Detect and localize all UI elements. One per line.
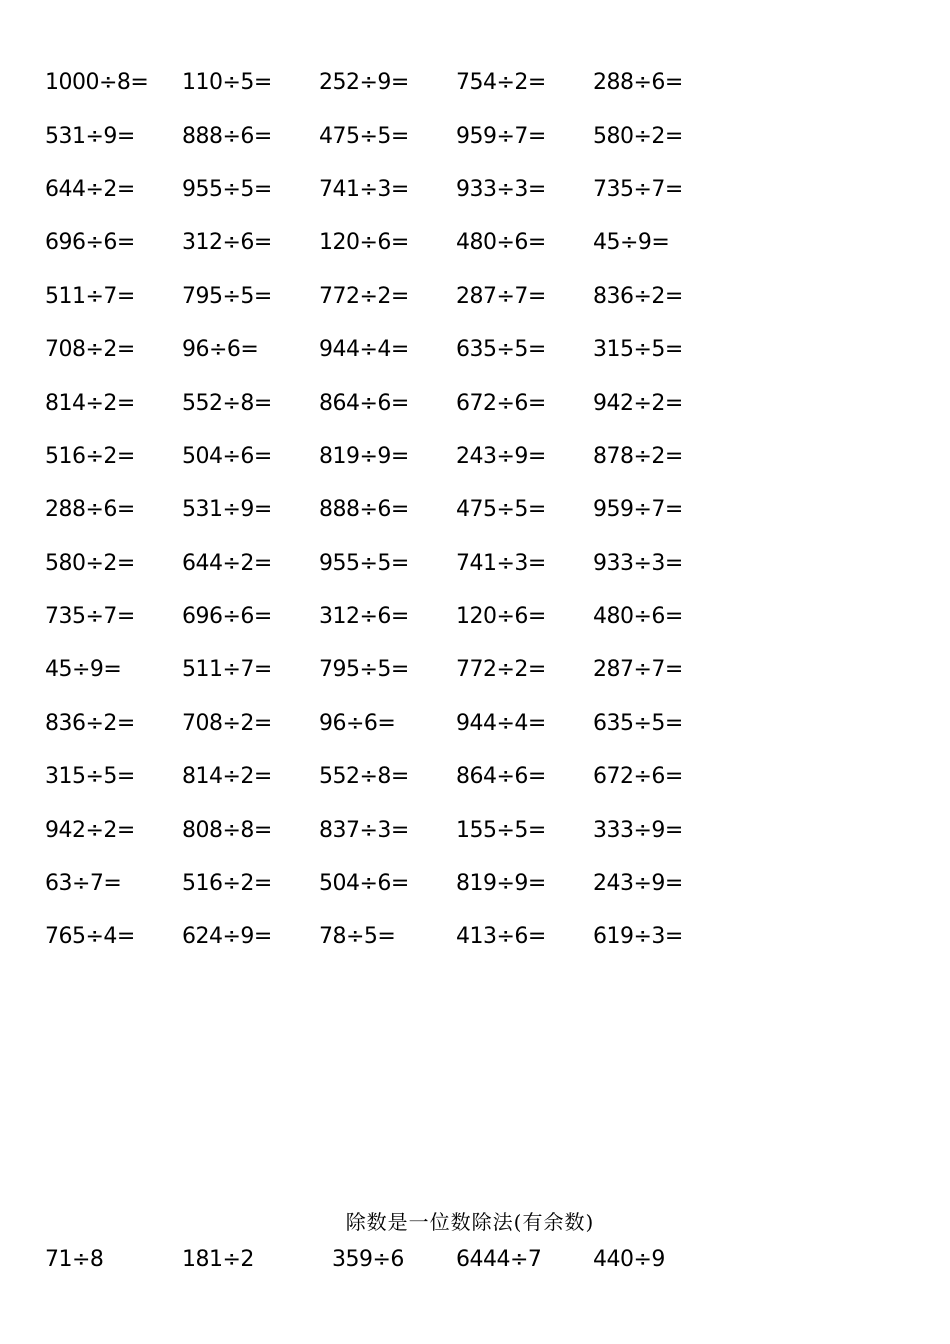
division-problem: 243÷9= <box>456 443 546 469</box>
division-problem: 795÷5= <box>182 283 272 309</box>
division-problem: 814÷2= <box>182 764 272 790</box>
division-problem: 531÷9= <box>182 497 272 523</box>
division-problem: 45÷9= <box>593 230 670 256</box>
division-problem: 312÷6= <box>319 604 409 630</box>
division-problem: 511÷7= <box>182 657 272 683</box>
division-problem: 959÷7= <box>593 497 683 523</box>
division-problem: 878÷2= <box>593 443 683 469</box>
division-problem: 475÷5= <box>319 123 409 149</box>
division-problem: 252÷9= <box>319 70 409 96</box>
division-problem: 516÷2= <box>182 871 272 897</box>
division-problem: 819÷9= <box>319 443 409 469</box>
division-problem: 644÷2= <box>182 550 272 576</box>
division-problem: 288÷6= <box>593 70 683 96</box>
problem-row <box>45 857 745 910</box>
division-problem: 312÷6= <box>182 230 272 256</box>
division-problem: 516÷2= <box>45 443 135 469</box>
division-problem: 475÷5= <box>456 497 546 523</box>
division-problem: 888÷6= <box>182 123 272 149</box>
division-problem: 741÷3= <box>456 550 546 576</box>
division-problem: 836÷2= <box>45 710 135 736</box>
division-problem: 672÷6= <box>593 764 683 790</box>
problem-row <box>45 376 745 429</box>
division-problem: 944÷4= <box>319 337 409 363</box>
problem-row <box>45 163 745 216</box>
division-problem: 580÷2= <box>593 123 683 149</box>
problem-row <box>45 56 745 109</box>
section-title <box>0 1206 940 1235</box>
division-problem: 864÷6= <box>456 764 546 790</box>
division-problem: 504÷6= <box>182 443 272 469</box>
division-problem: 942÷2= <box>45 817 135 843</box>
division-problem: 944÷4= <box>456 710 546 736</box>
division-problem: 814÷2= <box>45 390 135 416</box>
division-problem: 959÷7= <box>456 123 546 149</box>
division-problem: 504÷6= <box>319 871 409 897</box>
division-problem: 315÷5= <box>45 764 135 790</box>
division-problem: 933÷3= <box>593 550 683 576</box>
problem-row <box>45 323 745 376</box>
division-problem-grid <box>45 56 745 964</box>
division-problem: 619÷3= <box>593 924 683 950</box>
division-problem: 696÷6= <box>45 230 135 256</box>
division-problem: 696÷6= <box>182 604 272 630</box>
problem-row <box>45 270 745 323</box>
division-problem: 243÷9= <box>593 871 683 897</box>
division-problem: 1000÷8= <box>45 70 149 96</box>
remainder-problem-row <box>45 1242 730 1276</box>
division-problem: 772÷2= <box>456 657 546 683</box>
division-problem: 808÷8= <box>182 817 272 843</box>
division-problem: 511÷7= <box>45 283 135 309</box>
division-problem: 955÷5= <box>319 550 409 576</box>
division-problem: 580÷2= <box>45 550 135 576</box>
problem-row <box>45 643 745 696</box>
remainder-problem: 71÷8 <box>45 1246 104 1272</box>
division-problem: 96÷6= <box>319 710 396 736</box>
division-problem: 480÷6= <box>456 230 546 256</box>
remainder-problem: 6444÷7 <box>456 1246 542 1272</box>
section-title-text: 除数是一位数除法(有余数) <box>345 1210 595 1234</box>
division-problem: 78÷5= <box>319 924 396 950</box>
division-problem: 735÷7= <box>45 604 135 630</box>
problem-row <box>45 483 745 536</box>
division-problem: 765÷4= <box>45 924 135 950</box>
division-problem: 864÷6= <box>319 390 409 416</box>
division-problem: 63÷7= <box>45 871 122 897</box>
division-problem: 413÷6= <box>456 924 546 950</box>
division-problem: 741÷3= <box>319 176 409 202</box>
division-problem: 333÷9= <box>593 817 683 843</box>
problem-row <box>45 803 745 856</box>
division-problem: 672÷6= <box>456 390 546 416</box>
division-problem: 819÷9= <box>456 871 546 897</box>
problem-row <box>45 109 745 162</box>
problem-row <box>45 697 745 750</box>
division-problem: 531÷9= <box>45 123 135 149</box>
division-problem: 635÷5= <box>456 337 546 363</box>
division-problem: 836÷2= <box>593 283 683 309</box>
division-problem: 837÷3= <box>319 817 409 843</box>
division-problem: 644÷2= <box>45 176 135 202</box>
division-problem: 96÷6= <box>182 337 259 363</box>
division-problem: 888÷6= <box>319 497 409 523</box>
division-problem: 110÷5= <box>182 70 272 96</box>
division-problem: 933÷3= <box>456 176 546 202</box>
division-problem: 120÷6= <box>319 230 409 256</box>
problem-row <box>45 590 745 643</box>
division-problem: 942÷2= <box>593 390 683 416</box>
division-problem: 735÷7= <box>593 176 683 202</box>
problem-row <box>45 216 745 269</box>
division-problem: 480÷6= <box>593 604 683 630</box>
division-problem: 772÷2= <box>319 283 409 309</box>
problem-row <box>45 910 745 963</box>
problem-row <box>45 430 745 483</box>
division-problem: 754÷2= <box>456 70 546 96</box>
problem-row <box>45 537 745 590</box>
remainder-problem: 440÷9 <box>593 1246 665 1272</box>
division-problem: 287÷7= <box>456 283 546 309</box>
division-problem: 120÷6= <box>456 604 546 630</box>
remainder-problem: 181÷2 <box>182 1246 254 1272</box>
division-problem: 708÷2= <box>182 710 272 736</box>
division-problem: 624÷9= <box>182 924 272 950</box>
division-problem: 287÷7= <box>593 657 683 683</box>
division-problem: 795÷5= <box>319 657 409 683</box>
division-problem: 45÷9= <box>45 657 122 683</box>
division-problem: 552÷8= <box>319 764 409 790</box>
division-problem: 635÷5= <box>593 710 683 736</box>
division-problem: 708÷2= <box>45 337 135 363</box>
division-problem: 315÷5= <box>593 337 683 363</box>
division-problem: 288÷6= <box>45 497 135 523</box>
problem-row <box>45 750 745 803</box>
division-problem: 155÷5= <box>456 817 546 843</box>
division-problem: 955÷5= <box>182 176 272 202</box>
division-problem: 552÷8= <box>182 390 272 416</box>
remainder-problem: 359÷6 <box>332 1246 404 1272</box>
